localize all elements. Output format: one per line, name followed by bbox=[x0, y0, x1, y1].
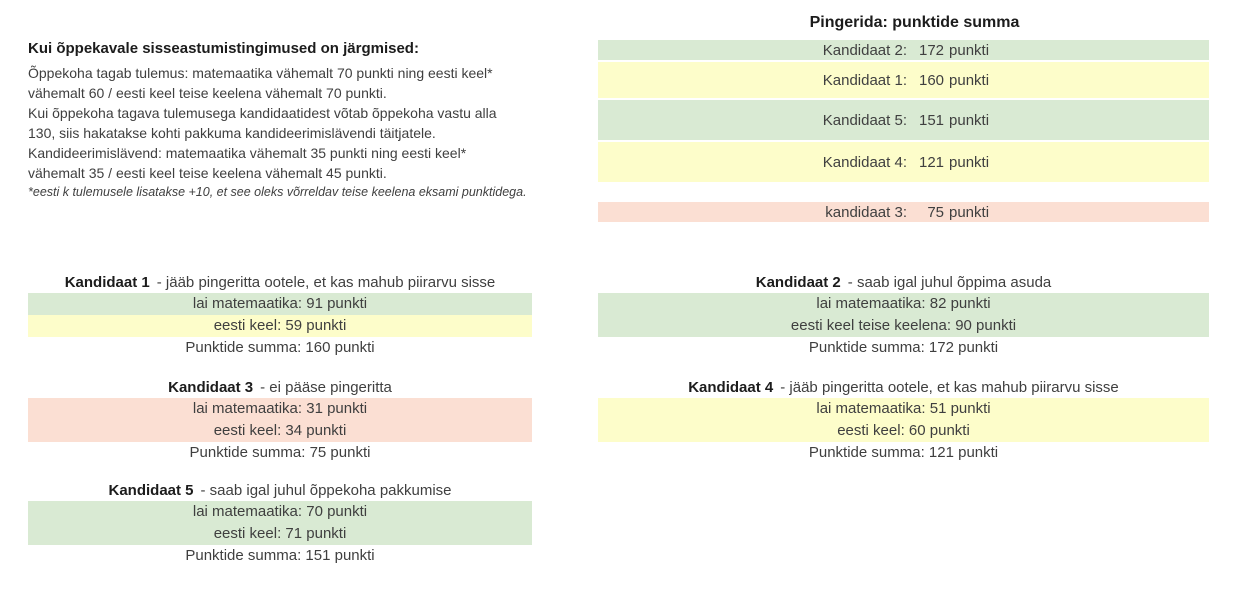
points-total: Punktide summa: 121 punkti bbox=[808, 444, 999, 461]
ranking-row-unit: punkti bbox=[949, 203, 990, 221]
ranking-row-unit: punkti bbox=[949, 71, 990, 89]
candidate-note: - jääb pingeritta ootele, et kas mahub piirarvu sisse bbox=[156, 274, 496, 291]
ranking-row-points: 160 bbox=[919, 71, 945, 89]
ranking-row-unit: punkti bbox=[949, 41, 990, 59]
candidate-name: Kandidaat 3 bbox=[168, 379, 254, 396]
candidate-block-2 bbox=[598, 273, 1209, 359]
footnote: *eesti k tulemusele lisatakse +10, et see oleks võrreldav teise keelena eksami punktidega. bbox=[28, 185, 527, 199]
ranking-row bbox=[598, 62, 1209, 98]
ranking-title: Pingerida: punktide summa bbox=[809, 14, 1020, 31]
score-row: eesti keel teise keelena: 90 punkti bbox=[598, 315, 1209, 337]
candidate-title bbox=[598, 273, 1209, 293]
rules-line: Õppekoha tagab tulemus: matemaatika vähemalt 70 punkti ning eesti keel* bbox=[28, 65, 493, 81]
candidate-title bbox=[28, 273, 532, 293]
ranking-row-unit: punkti bbox=[949, 153, 990, 171]
admission-rules-body bbox=[28, 63, 538, 183]
score-row: eesti keel: 59 punkti bbox=[28, 315, 532, 337]
score-row: lai matemaatika: 31 punkti bbox=[28, 398, 532, 420]
ranking-row-label: Kandidaat 1: bbox=[822, 71, 907, 89]
score-row: lai matemaatika: 82 punkti bbox=[598, 293, 1209, 315]
ranking-row-points: 75 bbox=[927, 203, 944, 221]
ranking-row-points: 121 bbox=[919, 153, 945, 171]
candidate-name: Kandidaat 4 bbox=[688, 379, 774, 396]
ranking-rows bbox=[598, 40, 1209, 222]
admission-rules bbox=[28, 40, 538, 200]
rules-line: 130, siis hakatakse kohti pakkuma kandideerimislävendi täitjatele. bbox=[28, 125, 436, 141]
rules-line: vähemalt 60 / eesti keel teise keelena vähemalt 70 punkti. bbox=[28, 85, 387, 101]
score-row: eesti keel: 34 punkti bbox=[28, 420, 532, 442]
candidate-name: Kandidaat 1 bbox=[64, 274, 150, 291]
points-total: Punktide summa: 151 punkti bbox=[185, 547, 375, 564]
points-total: Punktide summa: 75 punkti bbox=[189, 444, 371, 461]
score-row: eesti keel: 71 punkti bbox=[28, 523, 532, 545]
candidate-title bbox=[28, 481, 532, 501]
candidate-title bbox=[598, 378, 1209, 398]
ranking-row-label: kandidaat 3: bbox=[825, 203, 907, 221]
candidate-note: - jääb pingeritta ootele, et kas mahub piirarvu sisse bbox=[780, 379, 1119, 396]
rules-line: Kui õppekoha tagava tulemusega kandidaatidest võtab õppekoha vastu alla bbox=[28, 105, 497, 121]
score-row: lai matemaatika: 91 punkti bbox=[28, 293, 532, 315]
rules-line: Kandideerimislävend: matemaatika vähemalt 35 punkti ning eesti keel* bbox=[28, 145, 467, 161]
candidate-note: - saab igal juhul õppima asuda bbox=[847, 274, 1052, 291]
admission-rules-title: Kui õppekavale sisseastumistingimused on järgmised: bbox=[28, 40, 419, 57]
ranking-row bbox=[598, 40, 1209, 60]
candidate-name: Kandidaat 5 bbox=[108, 482, 194, 499]
ranking-row-unit: punkti bbox=[949, 111, 990, 129]
candidate-block-4 bbox=[598, 378, 1209, 464]
score-row: eesti keel: 60 punkti bbox=[598, 420, 1209, 442]
ranking-row bbox=[598, 202, 1209, 222]
candidate-block-3 bbox=[28, 378, 532, 464]
ranking-row bbox=[598, 142, 1209, 182]
points-total: Punktide summa: 160 punkti bbox=[185, 339, 375, 356]
candidate-title bbox=[28, 378, 532, 398]
ranking-row-label: Kandidaat 5: bbox=[822, 111, 907, 129]
ranking-row bbox=[598, 100, 1209, 140]
ranking-row-points: 172 bbox=[919, 41, 945, 59]
rules-line: vähemalt 35 / eesti keel teise keelena vähemalt 45 punkti. bbox=[28, 165, 387, 181]
score-row: lai matemaatika: 51 punkti bbox=[598, 398, 1209, 420]
ranking-row-label: Kandidaat 2: bbox=[822, 41, 907, 59]
score-row: lai matemaatika: 70 punkti bbox=[28, 501, 532, 523]
candidate-block-5 bbox=[28, 481, 532, 567]
candidate-name: Kandidaat 2 bbox=[755, 274, 841, 291]
candidate-block-1 bbox=[28, 273, 532, 359]
ranking-row-label: Kandidaat 4: bbox=[822, 153, 907, 171]
ranking-row-points: 151 bbox=[919, 111, 945, 129]
candidate-note: - ei pääse pingeritta bbox=[260, 379, 392, 396]
points-total: Punktide summa: 172 punkti bbox=[808, 339, 999, 356]
candidate-note: - saab igal juhul õppekoha pakkumise bbox=[200, 482, 452, 499]
ranking-table bbox=[598, 14, 1209, 222]
